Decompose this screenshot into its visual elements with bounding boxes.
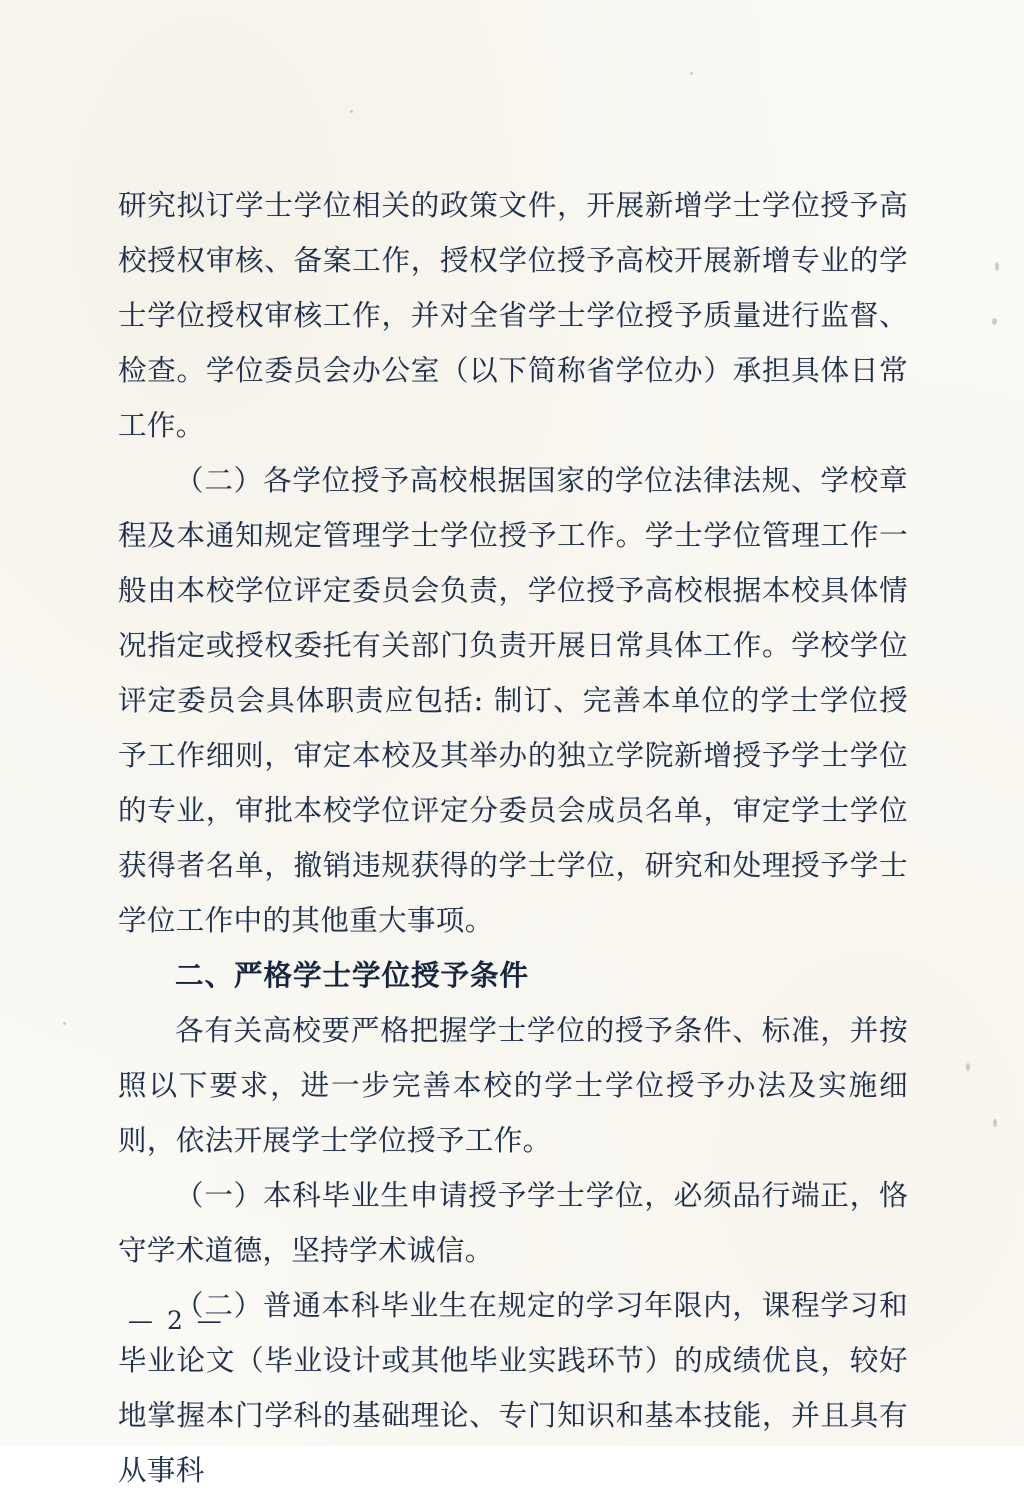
page-number: — 2 — bbox=[128, 1306, 225, 1335]
paper-speck bbox=[690, 72, 693, 75]
section-heading-2: 二、严格学士学位授予条件 bbox=[175, 958, 530, 992]
paragraph-4: （一）本科毕业生申请授予学士学位，必须品行端正，恪守学术道德，坚持学术诚信。 bbox=[118, 1179, 908, 1267]
paper-speck bbox=[966, 1063, 970, 1071]
paragraph-5: （二）普通本科毕业生在规定的学习年限内，课程学习和毕业论文（毕业设计或其他毕业实践环节）的成绩优良，较好地掌握本门学科的基础理论、专门知识和基本技能，并且具有从事科 bbox=[118, 1289, 908, 1487]
paragraph-3: 各有关高校要严格把握学士学位的授予条件、标准，并按照以下要求，进一步完善本校的学士学位授予办法及实施细则，依法开展学士学位授予工作。 bbox=[118, 1014, 908, 1157]
document-body bbox=[118, 178, 908, 1498]
paper-speck bbox=[993, 1119, 997, 1127]
paper-speck bbox=[350, 110, 353, 113]
paper-speck bbox=[992, 318, 997, 325]
page-footer bbox=[0, 1306, 1024, 1335]
paper-speck bbox=[63, 1022, 66, 1025]
paper-speck bbox=[995, 262, 999, 271]
paragraph-1: 研究拟订学士学位相关的政策文件，开展新增学士学位授予高校授权审核、备案工作，授权学位授予高校开展新增专业的学士学位授权审核工作，并对全省学士学位授予质量进行监督、检查。学位委员会办公室（以下简称省学位办）承担具体日常工作。 bbox=[118, 189, 908, 442]
paragraph-2: （二）各学位授予高校根据国家的学位法律法规、学校章程及本通知规定管理学士学位授予工作。学士学位管理工作一般由本校学位评定委员会负责，学位授予高校根据本校具体情况指定或授权委托有关部门负责开展日常具体工作。学校学位评定委员会具体职责应包括: 制订、完善本单位的学士学位授予工作细则，审定本校及其举办的独立学院新增授予学士学位的专业，审批本校学位评定分委员会成员名单，审定学士学位获得者名单，撤销违规获得的学士学位，研究和处理授予学士学位工作中的其他重大事项。 bbox=[118, 464, 908, 937]
